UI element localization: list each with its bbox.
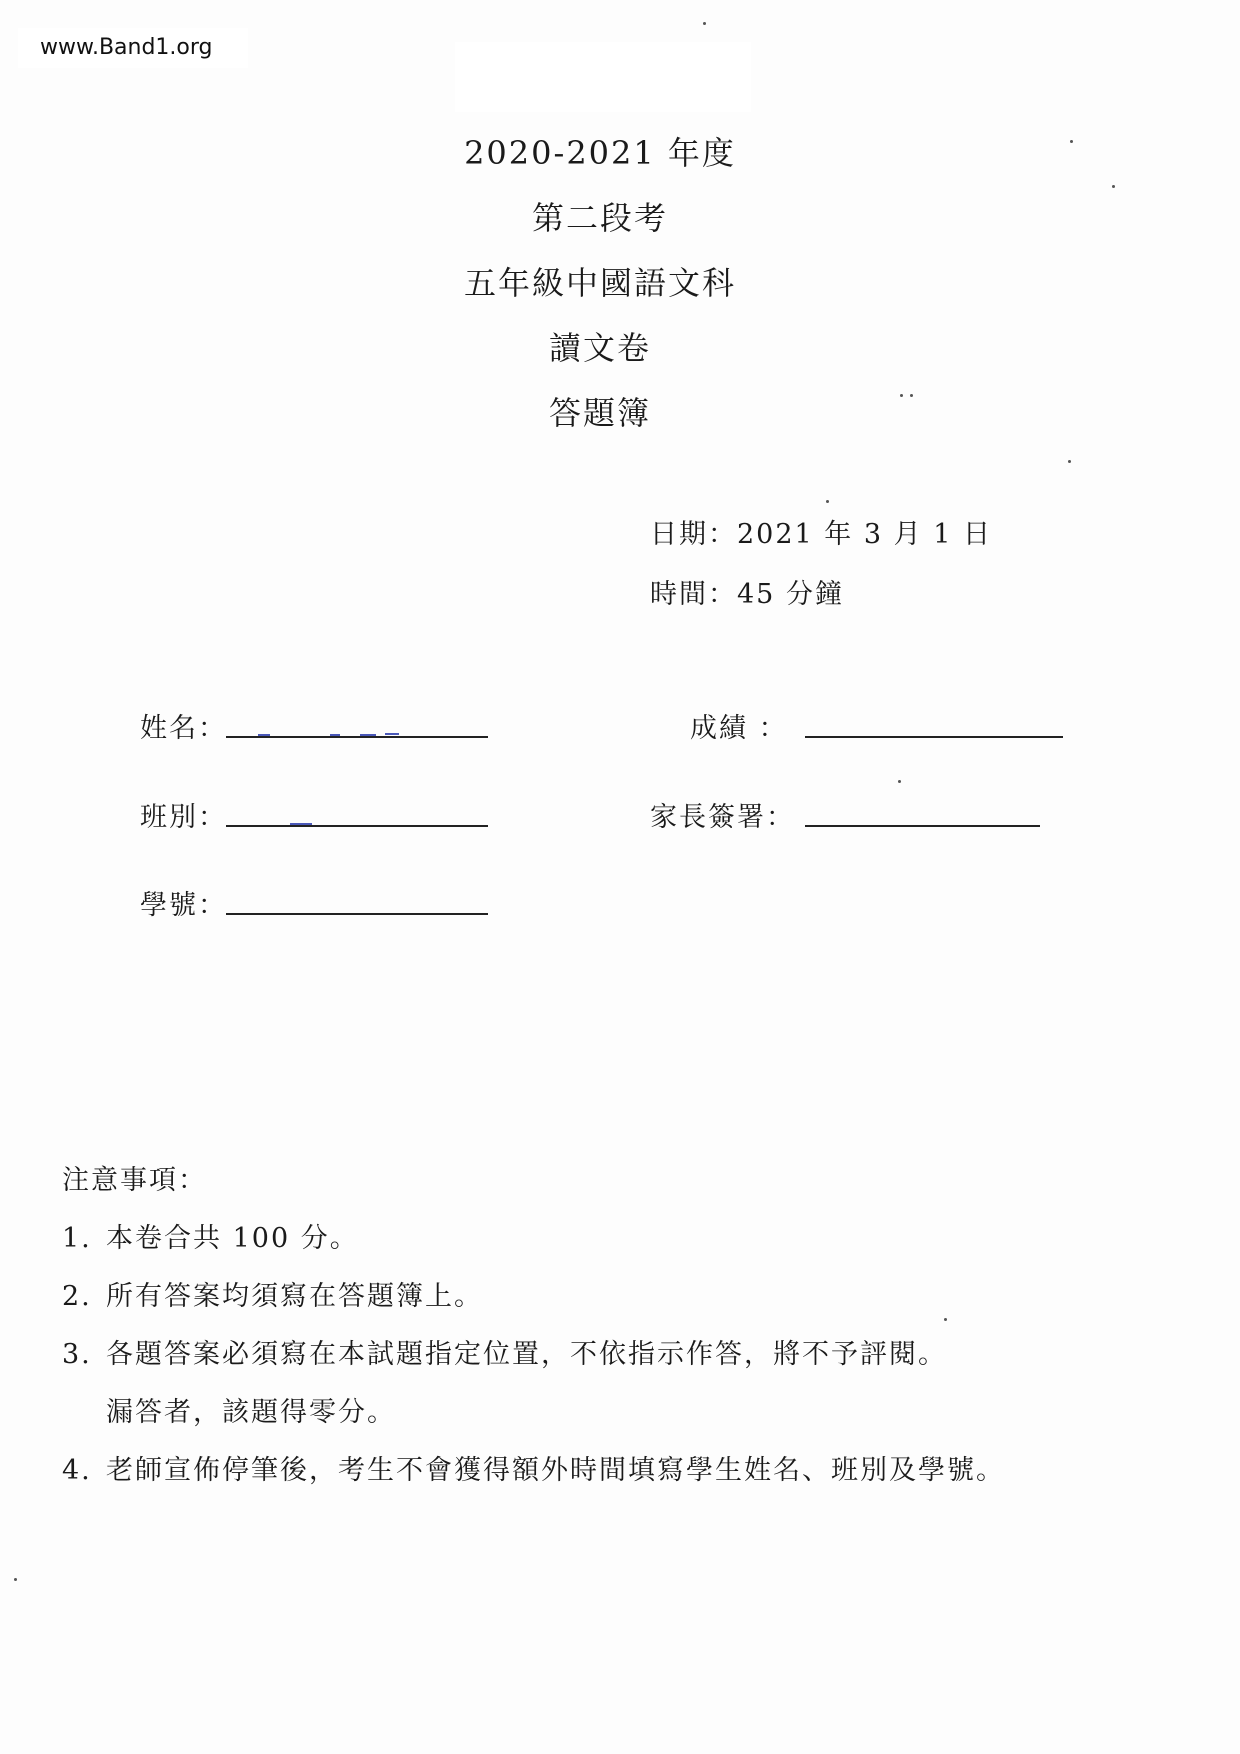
class-field[interactable] <box>226 825 488 827</box>
name-ink-mark <box>385 733 399 735</box>
scan-speck <box>898 780 901 783</box>
grade-label: 成績 ： <box>690 713 788 744</box>
student-number-field[interactable] <box>226 913 488 915</box>
name-ink-mark <box>330 734 340 736</box>
booklet-title: 答題簿 <box>548 394 651 432</box>
grade-field[interactable] <box>805 736 1063 738</box>
note-item <box>62 1448 1005 1487</box>
note-number: 2. <box>62 1281 92 1312</box>
note-number: 1. <box>62 1223 92 1254</box>
name-label: 姓名： <box>140 713 227 744</box>
parent-signature-field[interactable] <box>805 825 1040 827</box>
note-text: 所有答案均須寫在答題簿上。 <box>106 1281 483 1312</box>
subject-title: 五年級中國語文科 <box>463 264 736 302</box>
exam-term: 第二段考 <box>531 199 668 237</box>
exam-duration: 時間：45 分鐘 <box>650 579 844 610</box>
scan-speck <box>910 394 913 397</box>
note-text: 各題答案必須寫在本試題指定位置，不依指示作答，將不予評閱。 <box>106 1339 947 1370</box>
note-number: 4. <box>62 1455 92 1486</box>
name-field[interactable] <box>226 736 488 738</box>
scan-speck <box>1068 460 1071 463</box>
exam-date: 日期：2021 年 3 月 1 日 <box>650 519 992 550</box>
scan-speck <box>1112 185 1115 188</box>
scan-speck <box>14 1578 17 1581</box>
name-ink-mark <box>360 734 376 736</box>
note-number: 3. <box>62 1339 92 1370</box>
note-item-continuation <box>106 1390 396 1429</box>
scan-speck <box>944 1318 947 1321</box>
redaction-box <box>455 42 751 112</box>
note-item <box>62 1216 359 1255</box>
note-text: 本卷合共 100 分。 <box>106 1223 359 1254</box>
name-ink-mark <box>258 734 270 736</box>
class-ink-mark <box>290 823 312 825</box>
scan-speck <box>826 500 829 503</box>
watermark: www.Band1.org <box>18 28 248 68</box>
paper-title: 讀文卷 <box>548 329 651 367</box>
parent-signature-label: 家長簽署： <box>650 802 795 833</box>
note-text: 漏答者，該題得零分。 <box>106 1397 396 1428</box>
class-label: 班別： <box>140 802 227 833</box>
academic-year: 2020-2021 年度 <box>464 134 736 172</box>
note-item <box>62 1332 947 1371</box>
student-number-label: 學號： <box>140 890 227 921</box>
scan-speck <box>900 394 903 397</box>
note-text: 老師宣佈停筆後，考生不會獲得額外時間填寫學生姓名、班別及學號。 <box>106 1455 1005 1486</box>
scan-speck <box>1070 140 1073 143</box>
scan-speck <box>703 22 706 25</box>
notes-heading: 注意事項： <box>62 1165 207 1196</box>
note-item <box>62 1274 483 1313</box>
